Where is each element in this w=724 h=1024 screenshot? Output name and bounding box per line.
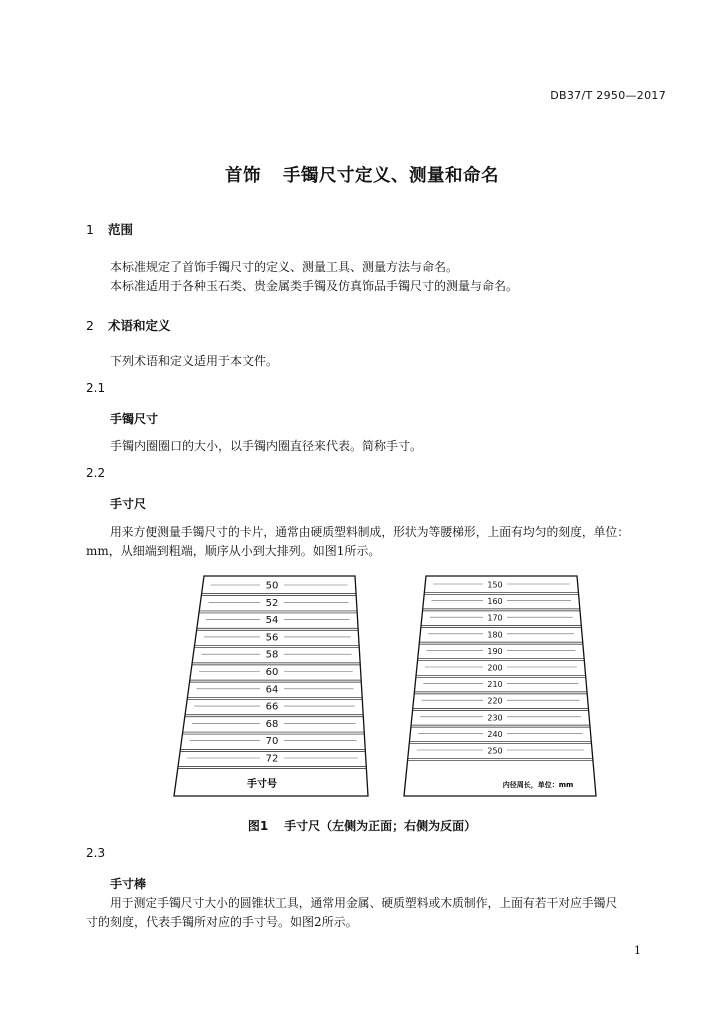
card-front-scale-labels — [266, 581, 279, 765]
title-part2: 手镯尺寸定义、测量和命名 — [283, 166, 499, 186]
card-front-label-58: 58 — [265, 649, 279, 661]
section-2-number: 2 — [86, 318, 94, 333]
card-back-label-250: 250 — [487, 746, 503, 756]
card-front-label-60: 60 — [265, 667, 279, 678]
card-front-label-52: 52 — [265, 597, 279, 609]
card-back-label-180: 180 — [487, 630, 503, 640]
card-front-label-64: 64 — [265, 684, 279, 696]
clause-2-1-term: 手镯尺寸 — [110, 412, 159, 426]
standard-code: DB37/T 2950—2017 — [550, 89, 666, 102]
title-part1: 首饰 — [225, 166, 261, 186]
figure-1-caption-text: 手寸尺（左侧为正面；右侧为反面） — [284, 819, 477, 833]
clause-2-3-definition-line-1: 用于测定手镯尺寸大小的圆锥状工具，通常用金属、硬质塑料或木质制作，上面有若干对应手镯尺 — [110, 896, 618, 910]
card-back-label-190: 190 — [487, 646, 503, 656]
clause-2-1-definition: 手镯内圈圈口的大小，以手镯内圈直径来代表。简称手寸。 — [110, 439, 423, 453]
card-back-label-240: 240 — [487, 729, 503, 739]
clause-2-3-number: 2.3 — [86, 846, 106, 860]
card-back-label-220: 220 — [487, 696, 503, 706]
document-title — [0, 162, 724, 187]
section-1-title: 范围 — [108, 222, 134, 237]
clause-2-2-definition-line-2: mm，从细端到粗端，顺序从小到大排列。如图1所示。 — [86, 544, 381, 558]
section-1-paragraph-2: 本标准适用于各种玉石类、贵金属类手镯及仿真饰品手镯尺寸的测量与命名。 — [110, 279, 519, 293]
card-back-label-230: 230 — [487, 713, 503, 723]
card-back-footer-label: 内径周长，单位：mm — [502, 781, 574, 789]
section-1-heading — [86, 220, 133, 238]
clause-2-1-number: 2.1 — [86, 381, 106, 395]
ring-size-card-back — [404, 576, 596, 796]
card-front-label-72: 72 — [265, 753, 279, 765]
section-2-heading — [86, 316, 171, 334]
ring-size-card-front — [174, 576, 368, 796]
card-back-label-200: 200 — [487, 663, 503, 673]
card-front-label-54: 54 — [265, 615, 279, 627]
clause-2-2-term: 手寸尺 — [110, 497, 147, 511]
clause-2-2-definition-line-1: 用来方便测量手镯尺寸的卡片，通常由硬质塑料制成，形状为等腰梯形，上面有均匀的刻度，单位： — [110, 525, 630, 539]
section-1-number: 1 — [86, 222, 94, 237]
card-front-label-68: 68 — [265, 718, 279, 730]
card-front-label-70: 70 — [265, 736, 279, 748]
card-back-label-150: 150 — [487, 580, 503, 590]
card-front-label-66: 66 — [265, 701, 279, 713]
card-back-label-210: 210 — [487, 680, 503, 690]
figure-1-caption-number: 图1 — [247, 819, 269, 833]
card-back-label-170: 170 — [487, 613, 503, 623]
section-2-intro: 下列术语和定义适用于本文件。 — [110, 354, 279, 368]
clause-2-3-term: 手寸棒 — [110, 877, 147, 891]
figure-1-caption — [0, 817, 724, 834]
clause-2-2-number: 2.2 — [86, 466, 106, 480]
section-1-paragraph-1: 本标准规定了首饰手镯尺寸的定义、测量工具、测量方法与命名。 — [110, 260, 459, 274]
card-front-label-50: 50 — [265, 580, 279, 592]
figure-1-ring-size-cards — [170, 570, 602, 802]
card-front-label-56: 56 — [265, 632, 279, 644]
page-number: 1 — [634, 944, 641, 957]
clause-2-3-definition-line-2: 寸的刻度，代表手镯所对应的手寸号。如图2所示。 — [86, 915, 358, 929]
card-back-label-160: 160 — [487, 597, 503, 607]
section-2-title: 术语和定义 — [108, 318, 171, 333]
card-front-footer-label: 手寸号 — [247, 779, 277, 790]
